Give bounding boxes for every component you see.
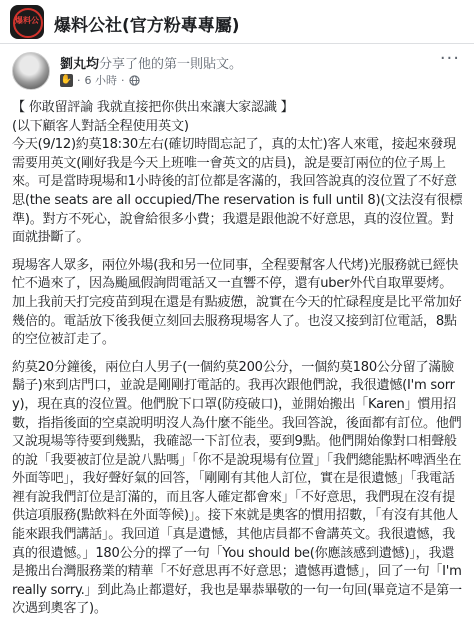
post-time[interactable]: 6 小時 — [84, 74, 117, 87]
page-name[interactable]: 爆料公社(官方粉專專屬) — [54, 16, 240, 36]
author-action: 分享了他的第一則貼文。 — [99, 57, 243, 72]
globe-icon — [129, 75, 140, 86]
separator-dot: · — [121, 73, 125, 87]
separator-dot: · — [77, 73, 81, 87]
page-logo[interactable] — [10, 5, 44, 39]
post-paragraph: 約莫20分鐘後，兩位白人男子(一個約莫200公分，一個約莫180公分留了滿臉鬍子)來到店門口，並說是剛剛打電話的。我再次跟他們說，我很遺憾(I'm sorry)，現在真的沒位置。他們脫下口罩(防疫破口)，並開始搬出「Karen」慣用招數，指指後面的空桌說明明沒人為什麼不能坐。我回答說，後面都有訂位。他們又說現場等待要到幾點，我確認一下訂位表，要到9點。他們開始像對口相聲般的說「我要被訂位是說八點嗎」「你不是說現場有位置」「我們總能點杯啤酒坐在外面等吧」，我好聲好氣的回答，「剛剛有其他人訂位，實在是很遺憾」「我電話裡有說我們訂位是訂滿的，而且客人確定都會來」「不好意思，我們現在沒有提供這項服務(點飲料在外面等候)」。接下來就是奧客的慣用招數，「有沒有其他人能來跟我們講話」。我回道「真是遺憾，其他店員都不會講英文。我很遺憾，我真的很遺憾。」180公分的擇了一句「You should be(你應該感到遺憾)」，我還是搬出台灣服務業的精華「不好意思再不好意思；遺憾再遺憾」，回了一句「I'm really sorry.」到此為止都還好，我也是畢恭畢敬的一句一句回(畢竟這不是第一次遇到奧客了)。 — [12, 359, 466, 617]
new-member-badge-icon: ✋ — [60, 74, 73, 85]
post-paragraph: 現場客人眾多，兩位外場(我和另一位同事，全程要幫客人代烤)光服務就已經快忙不過來了，因為颱風假詢問電話又一直響不停，還有uber外代自取單要烤。加上我前天打完疫苗到現在還是有點疲憊，說實在今天的忙碌程度是比平常加好幾倍的。電話放下後我便立刻回去服務現場客人了。也沒又接到訂位電話，8點的空位被訂走了。 — [12, 257, 462, 348]
author-name[interactable]: 劉丸均 — [60, 57, 100, 72]
post-meta — [60, 72, 140, 88]
post-header — [0, 44, 474, 96]
post-paragraph: (以下顧客人對話全程使用英文) 今天(9/12)約莫18:30左右(確切時間忘記了，真的太忙)客人來電，接起來發現需要用英文(剛好我是今天上班唯一會英文的店員)，說是要訂兩位的位子馬上來。可是當時現場和1小時後的訂位都是客滿的，我回答說真的沒位置了不好意思(the seats are all occupied/The reservation is full until 8)(文法沒有很標準)。對方不死心，說會給很多小費；我還是跟他說不好意思，真的沒位置。對面就掛斷了。 — [12, 118, 463, 246]
author-line — [60, 53, 242, 72]
post-body — [12, 99, 464, 628]
more-options-icon[interactable]: ··· — [439, 48, 460, 69]
logo-text: 爆料公 — [15, 16, 39, 25]
page-header — [0, 0, 474, 44]
post-paragraph: 【 你敢留評論 我就直接把你供出來讓大家認識 】 — [12, 100, 294, 115]
author-avatar[interactable] — [12, 52, 50, 90]
